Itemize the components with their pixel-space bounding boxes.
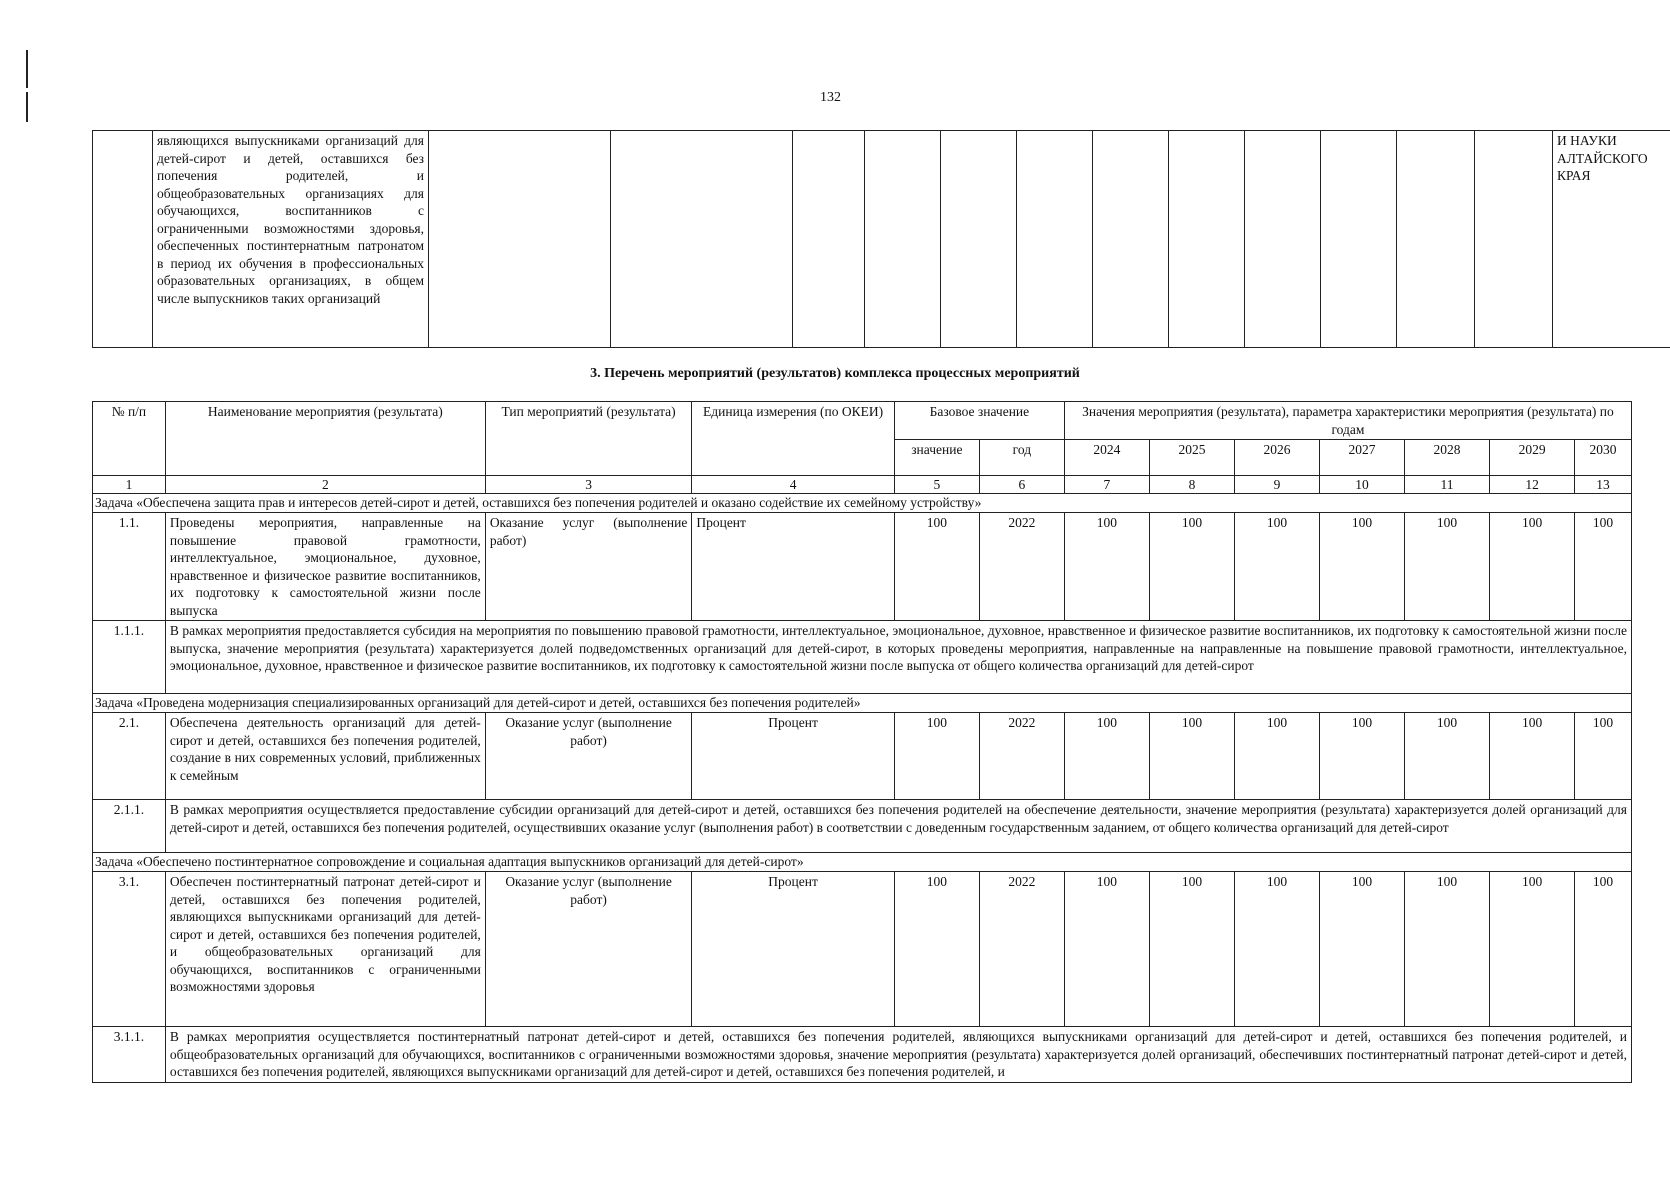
event-value: 100 [1490, 872, 1575, 1027]
col-header-year: 2029 [1490, 440, 1575, 476]
event-value: 100 [1320, 713, 1405, 800]
event-name: Обеспечена деятельность организаций для детей-сирот и детей, оставшихся без попечения родителей, создание в них современных условий, приближенных к семейным [165, 713, 485, 800]
detail-num: 3.1.1. [93, 1027, 166, 1083]
event-row [93, 713, 1632, 800]
event-value: 100 [1149, 872, 1234, 1027]
detail-text: В рамках мероприятия предоставляется субсидия на мероприятия по повышению правовой грамотности, интеллектуальное, эмоциональное, духовное, нравственное и физическое развитие воспитанников, их подготовку к самостоятельной жизни после выпуска, значение мероприятия (результата) характеризуется долей подведомственных организаций для детей-сирот, в которых проведены мероприятия, направленные на направленные на повышение правовой грамотности, интеллектуальное, эмоциональное, духовное, нравственное и физическое развитие воспитанников, их подготовку к самостоятельной жизни после выпуска от общего количества организаций для детей-сирот [165, 621, 1631, 694]
col-header-year: 2024 [1064, 440, 1149, 476]
event-value: 100 [1064, 713, 1149, 800]
detail-row [93, 1027, 1632, 1083]
cont-cell [429, 131, 611, 348]
column-number: 12 [1490, 476, 1575, 494]
event-value: 100 [1234, 872, 1319, 1027]
task-row [93, 853, 1632, 872]
event-value: 100 [1405, 513, 1490, 621]
event-value: 100 [1490, 513, 1575, 621]
col-header-year: 2025 [1149, 440, 1234, 476]
cont-cell [1397, 131, 1475, 348]
continuation-row [93, 131, 1670, 348]
col-header-values: Значения мероприятия (результата), параметра характеристики мероприятия (результата) по годам [1064, 402, 1631, 440]
column-number: 11 [1405, 476, 1490, 494]
event-value: 100 [1405, 872, 1490, 1027]
event-base-year: 2022 [979, 513, 1064, 621]
detail-text: В рамках мероприятия осуществляется постинтернатный патронат детей-сирот и детей, оставшихся без попечения родителей, являющихся выпускниками организаций для детей-сирот и детей, оставшихся без попечения родителей, и общеобразовательных организаций для обучающихся, воспитанников с ограниченными возможностями здоровья, значение мероприятия (результата) характеризуется долей организаций, обеспечивших постинтернатный патронат детей-сирот и детей, оставшихся без попечения родителей, являющихся выпускниками организаций для детей-сирот и детей, оставшихся без попечения родителей, и [165, 1027, 1631, 1083]
event-value: 100 [1320, 872, 1405, 1027]
task-title: Задача «Обеспечена защита прав и интересов детей-сирот и детей, оставшихся без попечения родителей и оказано содействие их семейному устройству» [93, 494, 1632, 513]
event-unit: Процент [692, 513, 894, 621]
margin-mark-upper [26, 50, 28, 88]
col-header-type: Тип мероприятий (результата) [485, 402, 692, 476]
cont-indicator-text: являющихся выпускниками организаций для детей-сирот и детей, оставшихся без попечения родителей, и общеобразовательных организациях для обучающихся, воспитанников с ограниченными возможностями здоровья, обеспеченных постинтернатным патронатом в период их обучения в профессиональных образовательных организациях, в общем числе выпускников таких организаций [153, 131, 429, 348]
col-header-year: 2027 [1320, 440, 1405, 476]
cont-cell [1245, 131, 1321, 348]
event-base-value: 100 [894, 872, 979, 1027]
event-num: 2.1. [93, 713, 166, 800]
detail-row [93, 800, 1632, 853]
col-header-base: Базовое значение [894, 402, 1064, 440]
cont-cell [941, 131, 1017, 348]
event-base-year: 2022 [979, 713, 1064, 800]
continuation-table [92, 130, 1670, 348]
event-value: 100 [1575, 713, 1632, 800]
event-num: 3.1. [93, 872, 166, 1027]
header-row-1 [93, 402, 1632, 440]
column-number: 4 [692, 476, 894, 494]
detail-row [93, 621, 1632, 694]
detail-text: В рамках мероприятия осуществляется предоставление субсидии организаций для детей-сирот и детей, оставшихся без попечения родителей на обеспечение деятельности, значение мероприятия (результата) характеризуется долей организаций для детей-сирот и детей, оставшихся без попечения родителей, осуществивших оказание услуг (выполнения работ) в соответствии с доведенным государственным заданием, от общего количества организаций для детей-сирот [165, 800, 1631, 853]
event-name: Обеспечен постинтернатный патронат детей-сирот и детей, оставшихся без попечения родителей, являющихся выпускниками организаций для детей-сирот и детей, оставшихся без попечения родителей, и общеобразовательных организаций для обучающихся, воспитанников с ограниченными возможностями здоровья [165, 872, 485, 1027]
section-title: 3. Перечень мероприятий (результатов) комплекса процессных мероприятий [590, 366, 1080, 381]
cont-cell-num [93, 131, 153, 348]
column-number: 8 [1149, 476, 1234, 494]
event-type: Оказание услуг (выполнение работ) [485, 872, 692, 1027]
event-row [93, 872, 1632, 1027]
column-number: 2 [165, 476, 485, 494]
column-number: 7 [1064, 476, 1149, 494]
cont-cell [1321, 131, 1397, 348]
events-table [92, 401, 1632, 1083]
column-number: 5 [894, 476, 979, 494]
cont-cell [1475, 131, 1553, 348]
event-value: 100 [1490, 713, 1575, 800]
event-value: 100 [1149, 713, 1234, 800]
column-number: 6 [979, 476, 1064, 494]
event-row [93, 513, 1632, 621]
column-number: 13 [1575, 476, 1632, 494]
event-base-value: 100 [894, 513, 979, 621]
col-header-year: 2028 [1405, 440, 1490, 476]
event-value: 100 [1064, 872, 1149, 1027]
cont-cell [793, 131, 865, 348]
page-number: 132 [820, 90, 841, 105]
event-unit: Процент [692, 872, 894, 1027]
cont-cell [611, 131, 793, 348]
col-header-num: № п/п [93, 402, 166, 476]
detail-num: 2.1.1. [93, 800, 166, 853]
col-header-year: 2026 [1234, 440, 1319, 476]
event-num: 1.1. [93, 513, 166, 621]
cont-cell [1017, 131, 1093, 348]
event-value: 100 [1575, 513, 1632, 621]
col-header-year: 2030 [1575, 440, 1632, 476]
event-unit: Процент [692, 713, 894, 800]
event-type: Оказание услуг (выполнение работ) [485, 513, 692, 621]
col-header-name: Наименование мероприятия (результата) [165, 402, 485, 476]
event-type: Оказание услуг (выполнение работ) [485, 713, 692, 800]
col-header-base-year: год [979, 440, 1064, 476]
col-header-unit: Единица измерения (по ОКЕИ) [692, 402, 894, 476]
column-number: 9 [1234, 476, 1319, 494]
cont-responsible: И НАУКИ АЛТАЙСКОГО КРАЯ [1553, 131, 1670, 348]
margin-mark-lower [26, 92, 28, 122]
event-value: 100 [1575, 872, 1632, 1027]
task-title: Задача «Обеспечено постинтернатное сопровождение и социальная адаптация выпускников организаций для детей-сирот» [93, 853, 1632, 872]
cont-cell [1169, 131, 1245, 348]
column-number-row [93, 476, 1632, 494]
column-number: 1 [93, 476, 166, 494]
column-number: 10 [1320, 476, 1405, 494]
cont-cell [1093, 131, 1169, 348]
task-title: Задача «Проведена модернизация специализированных организаций для детей-сирот и детей, оставшихся без попечения родителей» [93, 694, 1632, 713]
column-number: 3 [485, 476, 692, 494]
detail-num: 1.1.1. [93, 621, 166, 694]
event-value: 100 [1405, 713, 1490, 800]
task-row [93, 494, 1632, 513]
event-value: 100 [1320, 513, 1405, 621]
event-base-year: 2022 [979, 872, 1064, 1027]
event-base-value: 100 [894, 713, 979, 800]
col-header-base-value: значение [894, 440, 979, 476]
event-value: 100 [1234, 713, 1319, 800]
event-value: 100 [1064, 513, 1149, 621]
cont-cell [865, 131, 941, 348]
task-row [93, 694, 1632, 713]
event-value: 100 [1149, 513, 1234, 621]
event-name: Проведены мероприятия, направленные на повышение правовой грамотности, интеллектуальное, эмоциональное, духовное, нравственное и физическое развитие воспитанников, их подготовку к самостоятельной жизни после выпуска [165, 513, 485, 621]
event-value: 100 [1234, 513, 1319, 621]
